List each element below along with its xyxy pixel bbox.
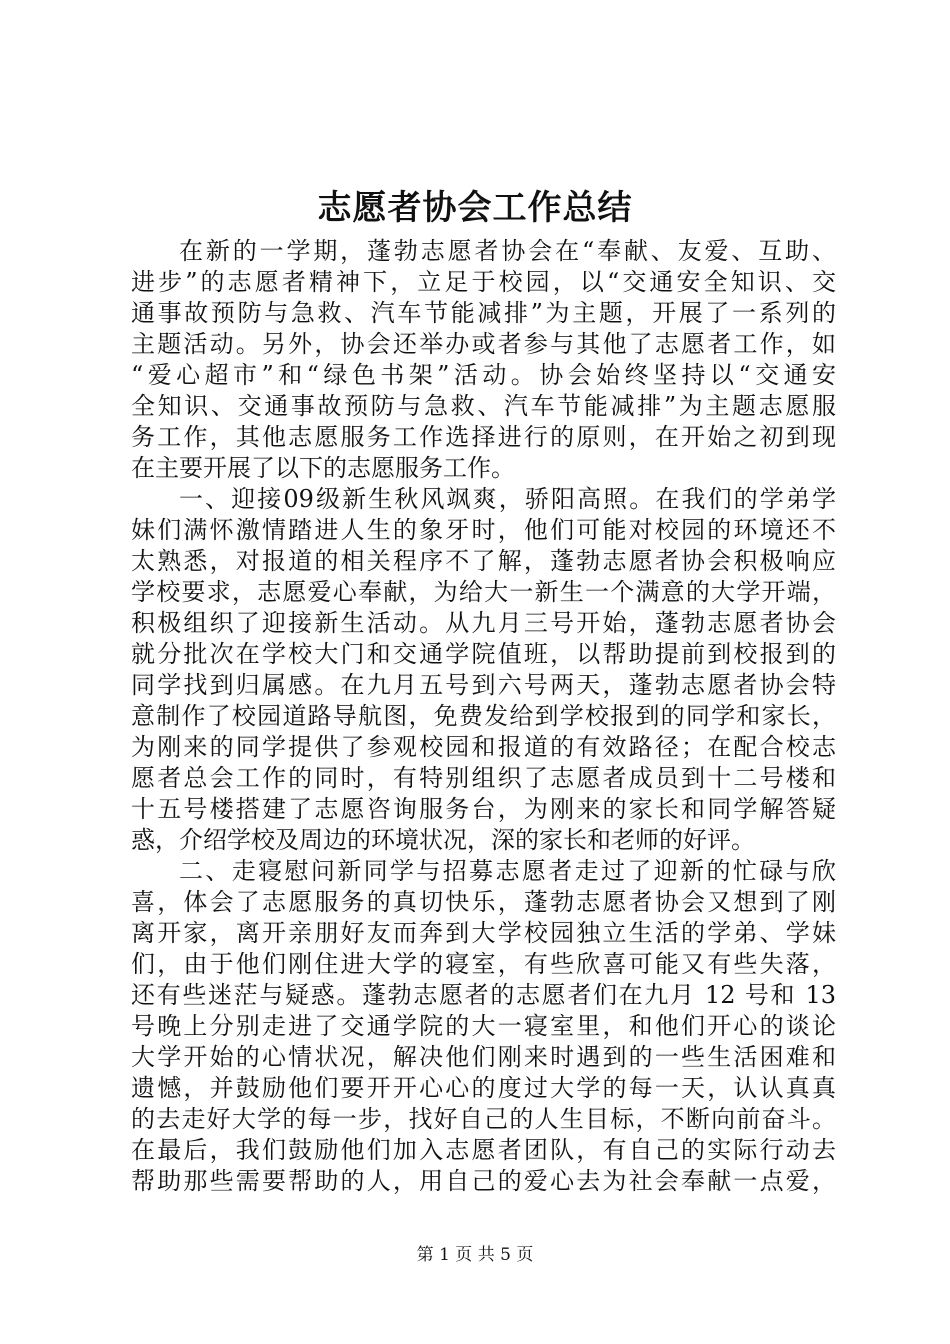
paragraph-line: 一、迎接09级新生秋风飒爽，骄阳高照。在我们的学弟学 xyxy=(179,485,836,513)
page-footer: 第 1 页 共 5 页 xyxy=(416,1245,534,1265)
paragraph-line: 帮助那些需要帮助的人，用自己的爱心去为社会奉献一点爱， xyxy=(131,1167,836,1195)
paragraph-line: 号晚上分别走进了交通学院的大一寝室里，和他们开心的谈论 xyxy=(131,1012,836,1040)
paragraph-line: 在最后，我们鼓励他们加入志愿者团队，有自己的实际行动去 xyxy=(131,1136,836,1164)
paragraph-line: 进步”的志愿者精神下，立足于校园，以“交通安全知识、交 xyxy=(131,268,836,296)
paragraph-line: 意制作了校园道路导航图，免费发给到学校报到的同学和家长， xyxy=(131,702,836,730)
paragraph-line: 务工作，其他志愿服务工作选择进行的原则，在开始之初到现 xyxy=(131,423,836,451)
paragraph-line: 愿者总会工作的同时，有特别组织了志愿者成员到十二号楼和 xyxy=(131,764,836,792)
paragraph-line: 十五号楼搭建了志愿咨询服务台，为刚来的家长和同学解答疑 xyxy=(131,795,836,823)
paragraph-line: 二、走寝慰问新同学与招募志愿者走过了迎新的忙碌与欣 xyxy=(179,857,836,885)
paragraph-line: 为刚来的同学提供了参观校园和报道的有效路径；在配合校志 xyxy=(131,733,836,761)
paragraph-line: 通事故预防与急救、汽车节能减排”为主题，开展了一系列的 xyxy=(131,299,836,327)
paragraph-line: 的去走好大学的每一步，找好自己的人生目标，不断向前奋斗。 xyxy=(131,1105,836,1133)
paragraph-line: 惑，介绍学校及周边的环境状况，深的家长和老师的好评。 xyxy=(131,826,755,854)
paragraph-line: 太熟悉，对报道的相关程序不了解，蓬勃志愿者协会积极响应 xyxy=(131,547,836,575)
paragraph-line: 喜，体会了志愿服务的真切快乐，蓬勃志愿者协会又想到了刚 xyxy=(131,888,836,916)
paragraph-line: 就分批次在学校大门和交通学院值班，以帮助提前到校报到的 xyxy=(131,640,836,668)
paragraph-line: 大学开始的心情状况，解决他们刚来时遇到的一些生活困难和 xyxy=(131,1043,836,1071)
page-title: 志愿者协会工作总结 xyxy=(317,188,633,228)
paragraph-line: 妹们满怀激情踏进人生的象牙时，他们可能对校园的环境还不 xyxy=(131,516,836,544)
paragraph-line: 还有些迷茫与疑惑。蓬勃志愿者的志愿者们在九月 12 号和 13 xyxy=(131,981,836,1009)
paragraph-line: 离开家，离开亲朋好友而奔到大学校园独立生活的学弟、学妹 xyxy=(131,919,836,947)
paragraph-line: 学校要求，志愿爱心奉献，为给大一新生一个满意的大学开端， xyxy=(131,578,836,606)
paragraph-line: 们，由于他们刚住进大学的寝室，有些欣喜可能又有些失落， xyxy=(131,950,836,978)
paragraph-line: 主题活动。另外，协会还举办或者参与其他了志愿者工作，如 xyxy=(131,330,836,358)
paragraph-line: 在新的一学期，蓬勃志愿者协会在“奉献、友爱、互助、 xyxy=(179,237,836,265)
paragraph-line: 在主要开展了以下的志愿服务工作。 xyxy=(131,454,515,482)
paragraph-line: 全知识、交通事故预防与急救、汽车节能减排”为主题志愿服 xyxy=(131,392,836,420)
paragraph-line: 同学找到归属感。在九月五号到六号两天，蓬勃志愿者协会特 xyxy=(131,671,836,699)
paragraph-line: 积极组织了迎接新生活动。从九月三号开始，蓬勃志愿者协会 xyxy=(131,609,836,637)
paragraph-line: 遗憾，并鼓励他们要开开心心的度过大学的每一天，认认真真 xyxy=(131,1074,836,1102)
document-body xyxy=(131,236,836,1197)
paragraph-line: “爱心超市”和“绿色书架”活动。协会始终坚持以“交通安 xyxy=(131,361,836,389)
